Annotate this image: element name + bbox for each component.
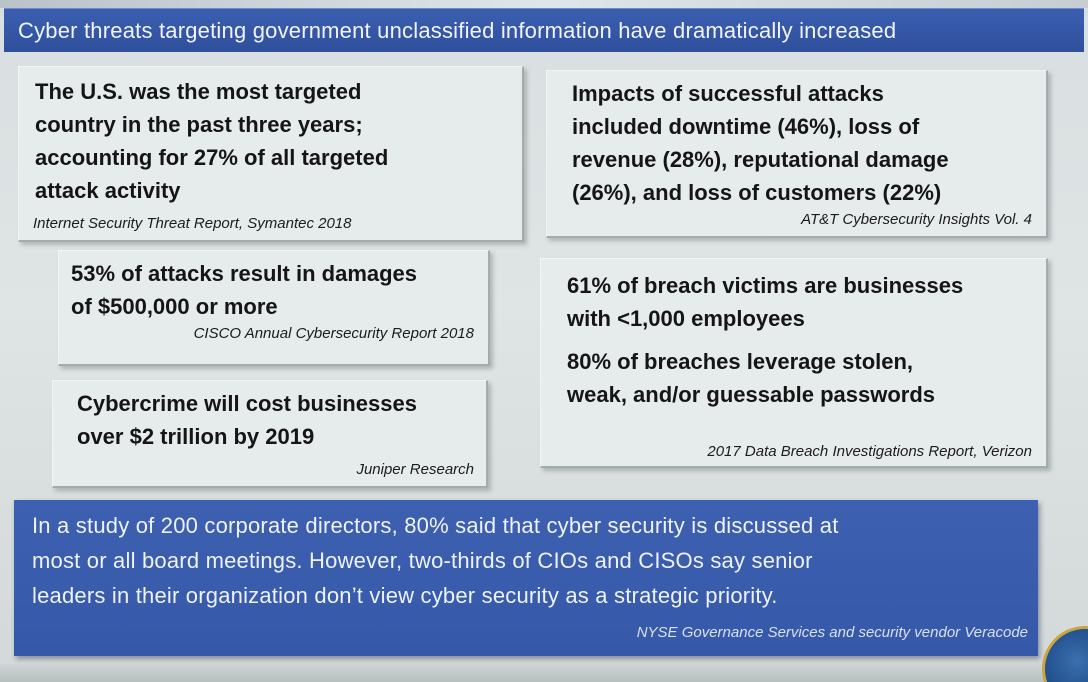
card-cybercrime [52,380,488,488]
card-us-targeted-source: Internet Security Threat Report, Symantec 2018 [33,215,352,232]
card-cybercrime-stat: Cybercrime will cost businesses over $2 trillion by 2019 [77,391,417,449]
card-impacts-stat: Impacts of successful attacks included downtime (46%), loss of revenue (28%), reputational damage (26%), and loss of customers (22%) [572,81,949,205]
board-study-text: In a study of 200 corporate directors, 80% said that cyber security is discussed at most or all board meetings. However, two-thirds of CIOs and CISOs say senior leaders in their organization don’t view cyber security as a strategic priority. [32,513,839,608]
card-breach [540,258,1048,468]
board-study-box [14,500,1038,656]
card-us-targeted-stat: The U.S. was the most targeted country in the past three years; accounting for 27% of all targeted attack activity [35,79,389,203]
card-damages-stat: 53% of attacks result in damages of $500,000 or more [71,261,418,319]
card-breach-stat-a: 61% of breach victims are businesses with <1,000 employees [567,273,964,331]
slide-title: Cyber threats targeting government unclassified information have dramatically increased [18,18,897,43]
footer-strip [0,664,1088,682]
card-impacts [546,70,1048,238]
card-damages-source: CISCO Annual Cybersecurity Report 2018 [193,325,474,342]
card-cybercrime-source: Juniper Research [356,461,474,478]
card-breach-stat-b: 80% of breaches leverage stolen, weak, and/or guessable passwords [567,349,936,407]
top-strip [0,0,1088,8]
card-damages [58,250,490,366]
card-us-targeted [18,66,524,242]
board-study-source: NYSE Governance Services and security vendor Veracode [636,624,1028,641]
card-breach-source: 2017 Data Breach Investigations Report, Verizon [707,443,1032,460]
agency-seal-icon [1042,626,1088,682]
title-banner [4,8,1084,52]
card-impacts-source: AT&T Cybersecurity Insights Vol. 4 [801,211,1032,228]
